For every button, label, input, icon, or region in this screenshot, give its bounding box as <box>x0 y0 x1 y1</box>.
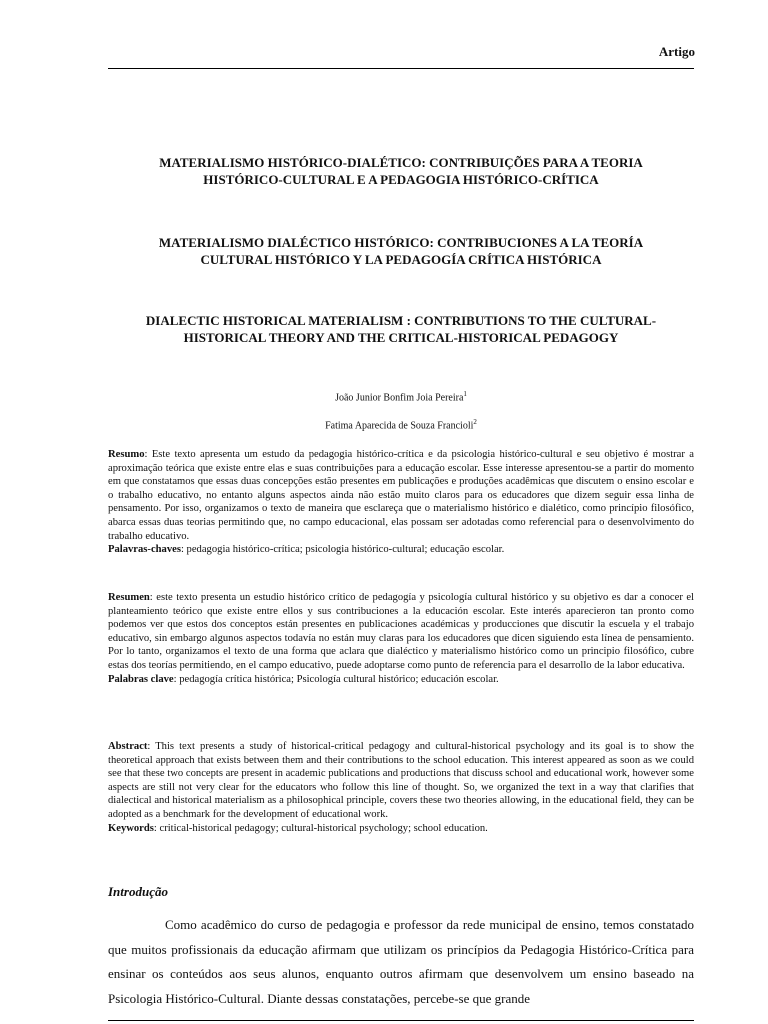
abstract-text: : este texto presenta un estudio histórico crítico de pedagogía y psicología cultural histórico y su objetivo es dar a conocer el planteamiento teórico que existe entre ellos y sus contribuciones a la educación escolar. Este interés aparecieron tan pronto como podemos ver que estos dos conceptos están presentes en publicaciones académicas y producciones que discutir la escuela y el trabajo educativo, sin embargo algunos aspectos todavía no están muy claras para los educadores que dicen siguiendo esta línea de pensamiento. Por lo tanto, organizamos el texto de una forma que aclara que dialéctico y materialismo histórico como un principio filosófico, cubre estas dos teorías permitiendo, en el campo educativo, puede adoptarse como punto de referencia para el desarrollo de la labor educativa. <box>108 592 694 671</box>
title-portuguese <box>108 154 694 188</box>
title-line: HISTORICAL THEORY AND THE CRITICAL-HISTORICAL PEDAGOGY <box>183 330 619 345</box>
keywords-label: Palabras clave <box>108 673 174 685</box>
keywords-text: : critical-historical pedagogy; cultural-historical psychology; school education. <box>153 822 488 834</box>
keywords-line <box>108 673 694 687</box>
abstract-label: Resumo <box>108 449 145 460</box>
author-2 <box>108 418 694 431</box>
title-line: MATERIALISMO DIALÉCTICO HISTÓRICO: CONTRIBUCIONES A LA TEORÍA <box>158 235 644 250</box>
introduction-body <box>108 913 694 1011</box>
author-footnote-mark[interactable]: 1 <box>463 390 467 398</box>
keywords-text: : pedagogía crítica histórica; Psicología cultural histórico; educación escolar. <box>173 673 499 685</box>
abstract-text: : This text presents a study of historical-critical pedagogy and cultural-historical psychology and its goal is to show the theoretical approach that exists between them and their contributions to the school education. This interest appeared as soon as we could see that these two concepts are present in academic publications and productions that discuss school and educational work, however some aspects are still not very clear for the educators who follow this line of thought. So, we organized the text in a way that clarifies that dialectical and historical materialism as a philosophical principle, covers these two theories allowing, in the educational field, they can be adopted as a benchmark for the development of educational work. <box>108 741 694 820</box>
abstract-english <box>108 740 694 835</box>
title-line: HISTÓRICO-CULTURAL E A PEDAGOGIA HISTÓRICO-CRÍTICA <box>203 172 599 187</box>
title-line: DIALECTIC HISTORICAL MATERIALISM : CONTRIBUTIONS TO THE CULTURAL- <box>145 313 657 328</box>
abstract-body <box>108 740 694 822</box>
section-heading: Introdução <box>108 884 168 899</box>
abstract-portuguese <box>108 448 694 557</box>
header-rule <box>108 68 694 69</box>
title-spanish <box>108 234 694 268</box>
keywords-label: Palavras-chaves <box>108 544 181 556</box>
author-name: Fatima Aparecida de Souza Francioli <box>325 420 474 432</box>
abstract-body <box>108 591 694 673</box>
footnote-rule <box>108 1020 694 1021</box>
abstract-label: Resumen <box>108 592 150 603</box>
abstract-body <box>108 448 694 543</box>
abstract-text: : Este texto apresenta um estudo da pedagogia histórico-crítica e da psicologia histórico-cultural e seu objetivo é mostrar a aproximação teórica que existe entre elas e suas contribuições para a educação escolar. Esse interesse apresentou-se a partir do momento em que constatamos que essas duas concepções estão presentes em publicações e produções acadêmicas que discutem o ensino escolar e o trabalho educativo, no entanto alguns aspectos ainda não estão muito claros para os educadores que dizem seguir essa linha de pensamento. Por isso, organizamos o texto de maneira que esclareça que o materialismo histórico e dialético, como princípio filosófico, abarca essas duas teorias permitindo que, no campo educacional, elas possam ser adotadas como referencial para o desenvolvimento do trabalho educativo. <box>108 449 694 542</box>
keywords-text: : pedagogia histórico-crítica; psicologia histórico-cultural; educação escolar. <box>180 544 505 556</box>
body-paragraph: Como acadêmico do curso de pedagogia e professor da rede municipal de ensino, temos constatado que muitos profissionais da educação afirmam que utilizam os princípios da Pedagogia Histórico-Crítica para ensinar os conteúdos aos seus alunos, enquanto outros afirmam que desenvolvem um ensino baseado na Psicologia Histórico-Cultural. Diante dessas constatações, percebe-se que grande <box>108 917 694 1006</box>
abstract-spanish <box>108 591 694 686</box>
title-english <box>108 312 694 346</box>
title-line: CULTURAL HISTÓRICO Y LA PEDAGOGÍA CRÍTICA HISTÓRICA <box>200 252 602 267</box>
article-type-label: Artigo <box>658 44 695 59</box>
title-line: MATERIALISMO HISTÓRICO-DIALÉTICO: CONTRIBUIÇÕES PARA A TEORIA <box>159 155 643 170</box>
keywords-label: Keywords <box>108 822 154 834</box>
author-1 <box>108 390 694 403</box>
keywords-line <box>108 822 694 836</box>
abstract-label: Abstract <box>108 741 148 752</box>
author-footnote-mark[interactable]: 2 <box>473 418 477 426</box>
author-name: João Junior Bonfim Joia Pereira <box>335 392 464 404</box>
keywords-line <box>108 543 694 557</box>
